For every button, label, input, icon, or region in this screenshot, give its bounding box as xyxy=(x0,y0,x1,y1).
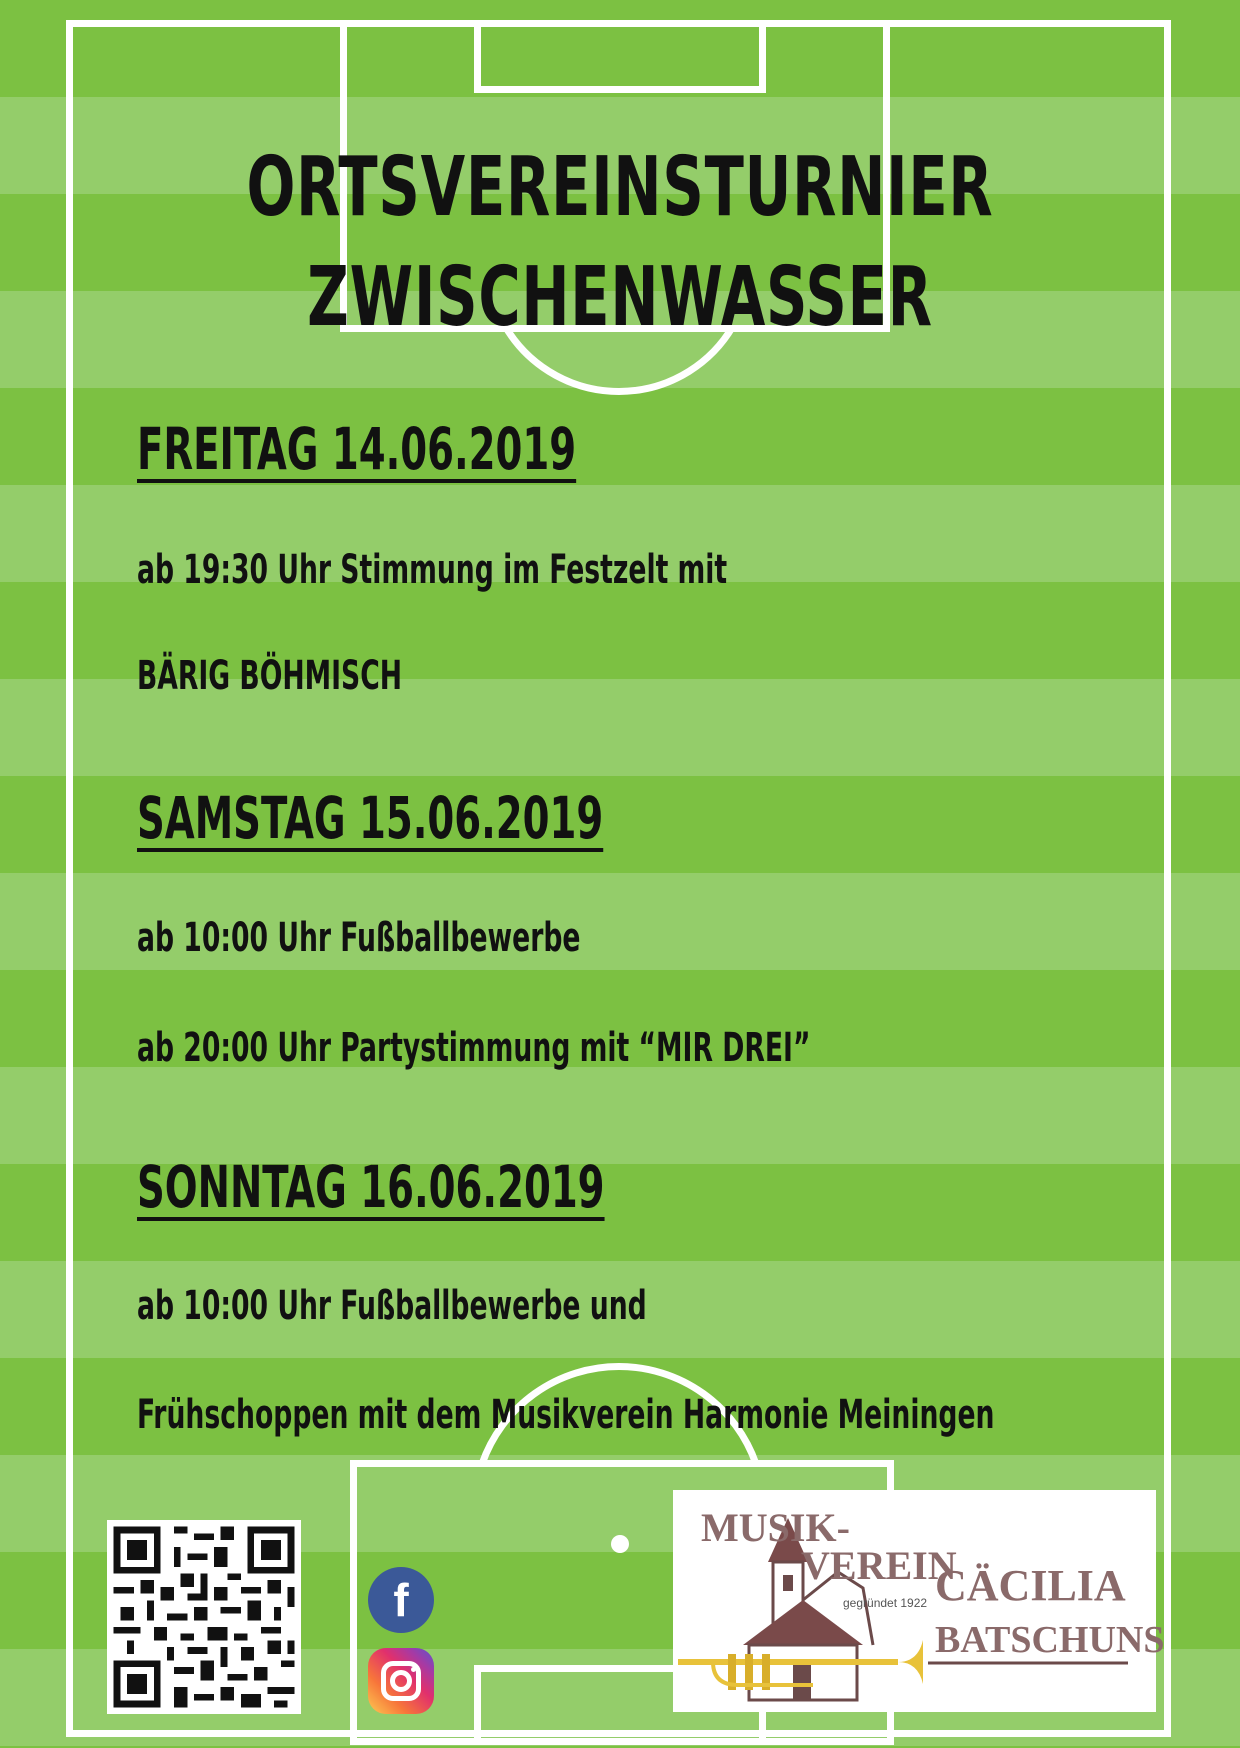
logo-founded-text: gegründet 1922 xyxy=(843,1596,928,1610)
instagram-flash-dot xyxy=(411,1667,416,1672)
saturday-line-2: ab 20:00 Uhr Partystimmung mit “MIR DREI” xyxy=(137,1025,811,1071)
friday-line-2: BÄRIG BÖHMISCH xyxy=(137,653,403,699)
day-heading-saturday: SAMSTAG 15.06.2019 xyxy=(137,784,604,852)
day-heading-friday: FREITAG 14.06.2019 xyxy=(137,415,577,483)
instagram-lens xyxy=(390,1670,412,1692)
musikverein-logo xyxy=(673,1490,1165,1712)
saturday-line-1: ab 10:00 Uhr Fußballbewerbe xyxy=(137,915,581,961)
sunday-line-1: ab 10:00 Uhr Fußballbewerbe und xyxy=(137,1283,647,1329)
facebook-icon[interactable] xyxy=(368,1567,434,1633)
sunday-line-2: Frühschoppen mit dem Musikverein Harmonie Meiningen xyxy=(137,1392,995,1438)
poster-title-line-1: ORTSVEREINSTURNIER xyxy=(246,140,994,235)
qr-code-pattern xyxy=(107,1520,301,1714)
logo-word-batschuns: BATSCHUNS xyxy=(935,1619,1165,1661)
day-heading-sunday: SONNTAG 16.06.2019 xyxy=(137,1153,605,1221)
friday-line-1: ab 19:30 Uhr Stimmung im Festzelt mit xyxy=(137,547,728,593)
logo-word-musik: MUSIK- xyxy=(701,1505,850,1550)
logo-word-caecilia: CÄCILIA xyxy=(935,1561,1126,1610)
logo-word-verein: VEREIN xyxy=(801,1543,957,1588)
poster-title-line-2: ZWISCHENWASSER xyxy=(307,250,933,345)
qr-code[interactable] xyxy=(107,1520,301,1714)
facebook-glyph: f xyxy=(393,1574,409,1626)
instagram-icon[interactable] xyxy=(368,1648,434,1714)
